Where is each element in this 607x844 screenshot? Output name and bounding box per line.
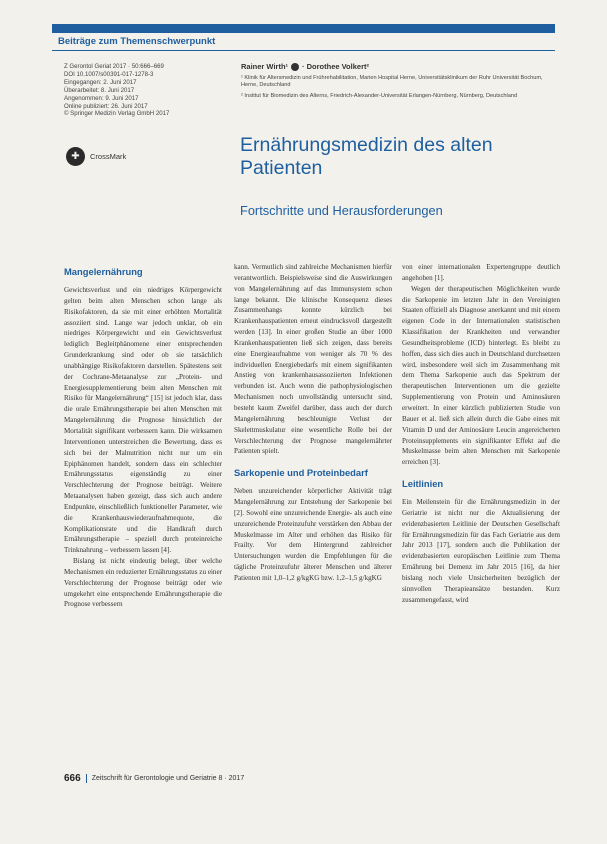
section-heading: Sarkopenie und Proteinbedarf (234, 467, 368, 479)
article-title: Ernährungsmedizin des alten Patienten (240, 134, 493, 179)
article-metadata (64, 63, 169, 118)
published-line: Online publiziert: 26. Juni 2017 (64, 102, 148, 110)
journal-name: Zeitschrift für Gerontologie und Geriatrie 8 · 2017 (91, 775, 245, 782)
doi-line[interactable]: DOI 10.1007/s00391-017-1278-3 (64, 70, 154, 78)
affiliation-1: ¹ Klinik für Altersmedizin und Frührehabilitation, Marien Hospital Herne, Universitätsklinikum der Ruhr Universität Bochum, Herne, Deutschland (241, 75, 543, 89)
text-column-1 (64, 262, 222, 610)
footer-divider (86, 774, 87, 783)
affiliation-2: ² Institut für Biomedizin des Alterns, Friedrich-Alexander-Universität Erlangen-Nürnberg, Nürnberg, Deutschland (241, 92, 518, 99)
revised-line: Überarbeitet: 8. Juni 2017 (64, 86, 135, 94)
author-name: · Dorothee Volkert² (302, 62, 369, 71)
header-rule (52, 50, 555, 51)
body-paragraph: Ein Meilenstein für die Ernährungsmedizin in der Geriatrie ist nicht nur die Aktualisierung der evidenzbasierten Leitlinie der Deutschen Gesellschaft für Ernährungsmedizin für das Fach Geriatrie aus dem Jahr 2013 [17], sondern auch die Publikation der evidenzbasierten europäischen Leitlinie zum Thema Ernährung bei Demenz im Jahr 2015 [16], da hier bislang noch viele Unsicherheiten bezüglich der sinnvollen Therapieansätze bestanden. Kurz zusammengefasst, wird (402, 498, 560, 604)
accepted-line: Angenommen: 9. Juni 2017 (64, 94, 139, 102)
body-paragraph: kann. Vermutlich sind zahlreiche Mechanismen hierfür verantwortlich. Beispielsweise sind die Auswirkungen von Mangelernährung auf das Immunsystem schon lange bekannt. Die klinische Konsequenz dieses Zusammenhangs konnte kürzlich bei Krankenhauspatienten erneut eindrucksvoll dargestellt werden [13]. In einer großen Studie an über 1000 Krankenhauspatienten ließ sich zeigen, dass bereits eine Energieaufnahme von weniger als 70 % des individuellen Energiebedarfs mit einem signifikanten Anstieg von krankenhausassoziierten Infektionen verbunden ist. Auch wenn die pathophysiologischen Mechanismen noch unvollständig untersucht sind, besteht kaum Zweifel darüber, dass auch der durch Mangelernährung beschleunigte Verlust der Skelettmuskulatur eine wesentliche Rolle bei der Verschlechterung der Prognose mangelernährter Patienten spielt. (234, 263, 392, 456)
crossmark-badge[interactable] (66, 147, 126, 166)
section-spacer (402, 468, 560, 474)
citation-line: Z Gerontol Geriat 2017 · 50:666–669 (64, 63, 164, 70)
orcid-icon[interactable] (291, 63, 299, 71)
body-paragraph: Wegen der therapeutischen Möglichkeiten wurde die Sarkopenie im letzten Jahr in den Vereinigten Staaten offiziell als Diagnose anerkannt und mit einem eigenen Code in der Internationalen statistischen Klassifikation der Krankheiten und verwandter Gesundheitsprobleme (ICD) hinterlegt. Es bleibt zu hoffen, dass sich dies auch in Deutschland durchsetzen wird, insbesondere weil sich im Zusammenhang mit dem Thema Sarkopenie auch das Spektrum der therapeutischen Interventionen um die gezielte Supplementierung von Protein und Aminosäuren erweitert. In einer kürzlich publizierten Studie von Bauer et al. ließ sich allein durch die Gabe eines mit Vitamin D und der Aminosäure Leucin angereicherten Proteinsupplements ein signifikanter Effekt auf die Muskelmasse beim alten Menschen mit Sarkopenie erreichen [3]. (402, 284, 560, 467)
section-spacer (234, 457, 392, 463)
copyright-line: © Springer Medizin Verlag GmbH 2017 (64, 110, 170, 118)
page-footer (64, 773, 244, 784)
text-column-2 (234, 262, 392, 584)
section-label: Beiträge zum Themenschwerpunkt (58, 36, 216, 47)
crossmark-icon: ✚ (66, 147, 85, 166)
crossmark-label: CrossMark (90, 152, 127, 161)
body-paragraph: Gewichtsverlust und ein niedriges Körpergewicht gelten beim alten Menschen schon lange als Risikofaktoren, da sie mit einer erhöhten Mortalität assoziiert sind. Lange war jedoch unklar, ob ein niedriges Körpergewicht und ein Gewichtsverlust lediglich Begleitphänomene einer entsprechenden Grunderkrankung sind oder ob sie tatsächlich unabhängige Risikofaktoren darstellen. Spätestens seit der Cochrane-Metaanalyse zur „Protein- und Energiesupplementierung beim alten Menschen mit Risiko für Mangelernährung“ [15] ist jedoch klar, dass die orale Ernährungstherapie bei alten Menschen mit Mangelernährung die Prognose hinsichtlich der Mortalität signifikant verbessern kann. Die wirksamen Interventionen unterstreichen die Bewertung, dass es sich bei der Malnutrition nicht nur um ein Epiphänomen handelt, sondern dass ein schlechter Ernährungsstatus eigenständig zu einer Verschlechterung der Prognose beiträgt. Weitere Metaanalysen haben gezeigt, dass sich auch andere Endpunkte, einschließlich funktioneller Parameter, wie die Krankenhauswiederaufnahmequote, die Komplikationsrate und die Handkraft durch Ernährungstherapie – speziell durch proteinreiche Trinknahrung – verbessern lassen [4]. (64, 286, 222, 555)
received-line: Eingegangen: 2. Juni 2017 (64, 78, 137, 86)
section-heading: Leitlinien (402, 478, 444, 490)
article-subtitle: Fortschritte und Herausforderungen (240, 203, 443, 218)
section-heading: Mangelernährung (64, 266, 143, 277)
author-line (241, 62, 369, 71)
header-color-bar (52, 24, 555, 33)
body-paragraph: Neben unzureichender körperlicher Aktivität trägt Mangelernährung zur Entstehung der Sarkopenie bei [2]. Sowohl eine unzureichende Energie- als auch eine unzureichende Proteinzufuhr verstärken den Abbau der Muskelmasse im Alter und erhöhen das Risiko für Frailty. Vor dem Hintergrund zahlreicher Untersuchungen wurden die Empfehlungen für die tägliche Proteinzufuhr älterer Menschen und älterer Patienten mit 1,0–1,2 g/kgKG bzw. 1,2–1,5 g/kgKG (234, 487, 392, 582)
page-number: 666 (64, 773, 81, 784)
body-paragraph: von einer internationalen Expertengruppe deutlich angehoben [1]. (402, 263, 560, 282)
text-column-3 (402, 262, 560, 605)
affiliations (241, 75, 556, 103)
author-name: Rainer Wirth¹ (241, 62, 289, 71)
body-paragraph: Bislang ist nicht eindeutig belegt, über welche Mechanismen ein reduzierter Ernährungsstatus zu einer Verschlechterung der Prognose beiträgt oder wie umgekehrt eine entsprechende Ernährungstherapie die Prognose verbessern (64, 557, 222, 609)
